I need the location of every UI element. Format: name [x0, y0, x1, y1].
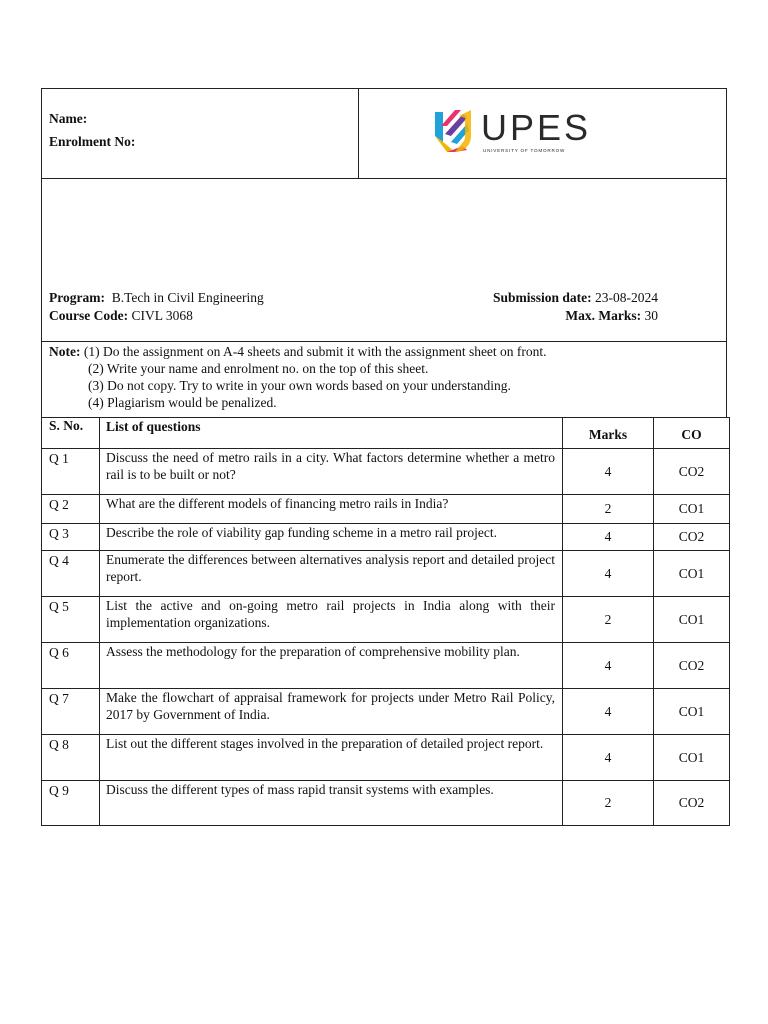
- table-row: Q 8 List out the different stages involved in the preparation of detailed project report. 4 CO1: [42, 735, 730, 781]
- logo-text: UPES: [481, 107, 592, 148]
- program-value: B.Tech in Civil Engineering: [111, 290, 264, 305]
- program-label: Program:: [49, 290, 105, 305]
- note-label: Note:: [49, 344, 81, 359]
- questions-table: [41, 417, 730, 826]
- max-marks: [565, 307, 658, 325]
- course-label: Course Code:: [49, 308, 129, 323]
- note-item-1: Note: (1) Do the assignment on A-4 sheets and submit it with the assignment sheet on front.: [49, 344, 547, 359]
- marks-value: 30: [644, 308, 658, 323]
- table-row: Q 3 Describe the role of viability gap funding scheme in a metro rail project. 4 CO2: [42, 524, 730, 551]
- assignment-sheet: [41, 88, 727, 826]
- course-value: CIVL 3068: [131, 308, 193, 323]
- program-info: [41, 178, 727, 341]
- note-item-2: (2) Write your name and enrolment no. on the top of this sheet.: [88, 361, 429, 376]
- header-co: CO: [654, 418, 730, 449]
- table-row: Q 6 Assess the methodology for the preparation of comprehensive mobility plan. 4 CO2: [42, 643, 730, 689]
- enrolment-label: Enrolment No:: [49, 134, 136, 149]
- table-row: Q 1 Discuss the need of metro rails in a city. What factors determine whether a metro rail is to be built or not? 4 CO2: [42, 449, 730, 495]
- name-label: Name:: [49, 111, 88, 126]
- logo-tagline: UNIVERSITY OF TOMORROW: [483, 148, 566, 153]
- note-item-3: (3) Do not copy. Try to write in your own words based on your understanding.: [88, 378, 511, 393]
- program-line: [49, 289, 658, 307]
- table-row: Q 7 Make the flowchart of appraisal framework for projects under Metro Rail Policy, 2017 by Government of India. 4 CO1: [42, 689, 730, 735]
- table-header-row: [42, 418, 730, 449]
- marks-label: Max. Marks:: [565, 308, 642, 323]
- upes-logo: [433, 106, 593, 158]
- header-questions: List of questions: [100, 418, 563, 449]
- header-marks: Marks: [563, 418, 654, 449]
- student-info: [42, 89, 359, 178]
- table-row: Q 4 Enumerate the differences between alternatives analysis report and detailed project report. 4 CO1: [42, 551, 730, 597]
- table-row: Q 5 List the active and on-going metro rail projects in India along with their implementation organizations. 2 CO1: [42, 597, 730, 643]
- table-row: Q 9 Discuss the different types of mass rapid transit systems with examples. 2 CO2: [42, 781, 730, 826]
- table-row: Q 2 What are the different models of financing metro rails in India? 2 CO1: [42, 495, 730, 524]
- submission-label: Submission date:: [492, 290, 592, 305]
- note-section: [41, 341, 727, 417]
- logo-cell: [359, 89, 726, 178]
- header-sno: S. No.: [42, 418, 100, 449]
- note-item-4: (4) Plagiarism would be penalized.: [88, 395, 277, 410]
- course-line: [49, 307, 658, 325]
- header-row: [41, 88, 727, 178]
- submission-date: [493, 289, 658, 307]
- submission-value: 23-08-2024: [595, 290, 658, 305]
